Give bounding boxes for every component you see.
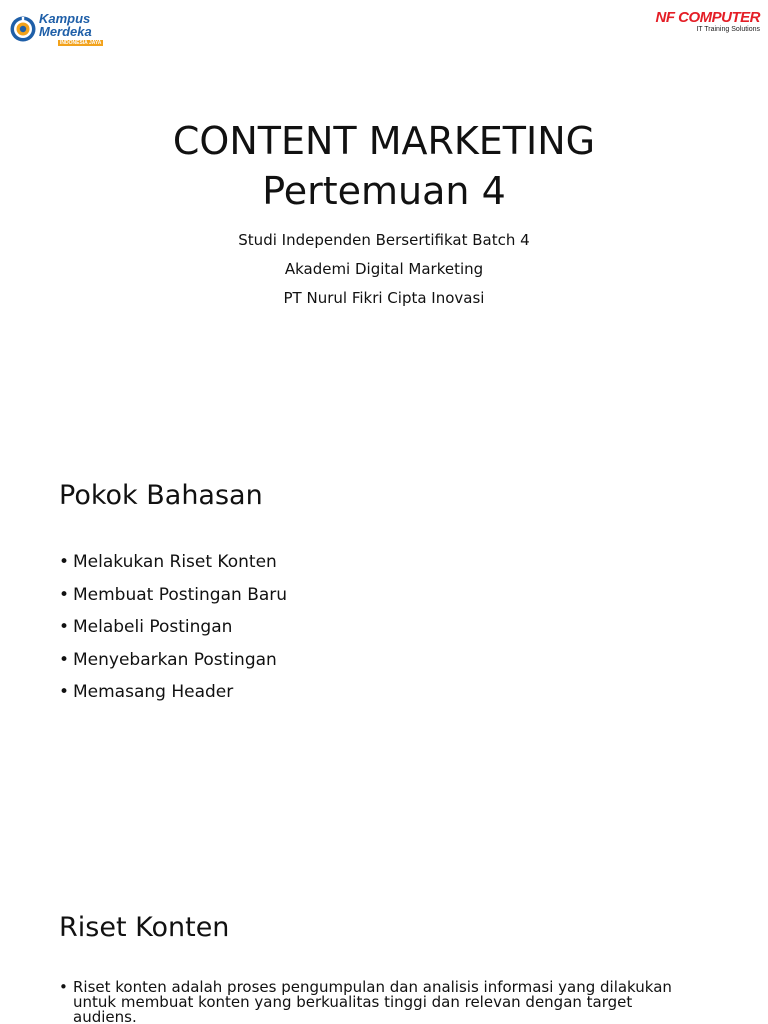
list-item bbox=[59, 980, 699, 1024]
subtitle-program: Studi Independen Bersertifikat Batch 4 bbox=[238, 231, 530, 249]
subtitle-company: PT Nurul Fikri Cipta Inovasi bbox=[283, 289, 485, 307]
title-line-2: Pertemuan 4 bbox=[262, 169, 506, 213]
title-slide bbox=[0, 0, 768, 432]
list-item-text: Melabeli Postingan bbox=[73, 617, 233, 637]
list-item bbox=[59, 644, 287, 677]
subtitle-academy: Akademi Digital Marketing bbox=[284, 260, 484, 278]
list-item bbox=[59, 676, 287, 709]
bullet-icon: • bbox=[59, 649, 70, 670]
kampus-merdeka-logo bbox=[10, 10, 114, 48]
bullet-list bbox=[59, 980, 699, 1024]
presentation-title bbox=[0, 116, 768, 216]
list-item-text: Membuat Postingan Baru bbox=[73, 584, 288, 605]
list-item bbox=[59, 579, 287, 612]
bullet-icon: • bbox=[59, 552, 70, 572]
bullet-icon: • bbox=[59, 978, 68, 996]
bullet-icon: • bbox=[59, 682, 70, 702]
agenda-slide bbox=[0, 432, 768, 864]
slide-title: Riset Konten bbox=[59, 912, 230, 943]
slide-title: Pokok Bahasan bbox=[59, 480, 263, 511]
indonesia-jaya-tag: INDONESIA JAYA bbox=[60, 40, 102, 46]
list-item-text: Menyebarkan Postingan bbox=[73, 649, 277, 670]
nf-computer-brand: NF COMPUTER bbox=[655, 9, 760, 26]
list-item-text: Memasang Header bbox=[73, 682, 234, 702]
list-item bbox=[59, 611, 287, 644]
list-item-text: Riset konten adalah proses pengumpulan dan analisis informasi yang dilakukan untuk membuat konten yang berkualitas tinggi dan relevan dengan target audiens. bbox=[73, 978, 672, 1024]
list-item-text: Melakukan Riset Konten bbox=[73, 552, 277, 572]
kampus-logo-text: Kampus bbox=[39, 11, 91, 26]
bullet-list bbox=[59, 546, 287, 709]
nf-computer-tagline: IT Training Solutions bbox=[696, 26, 760, 33]
list-item bbox=[59, 546, 287, 579]
subtitle-block bbox=[0, 226, 768, 313]
content-slide bbox=[0, 864, 768, 1024]
bullet-icon: • bbox=[59, 584, 70, 605]
merdeka-logo-text: Merdeka bbox=[39, 24, 92, 39]
bullet-icon: • bbox=[59, 617, 70, 637]
title-line-1: CONTENT MARKETING bbox=[172, 119, 596, 163]
kampus-merdeka-emblem-icon bbox=[10, 16, 36, 42]
nf-computer-logo bbox=[656, 10, 761, 34]
